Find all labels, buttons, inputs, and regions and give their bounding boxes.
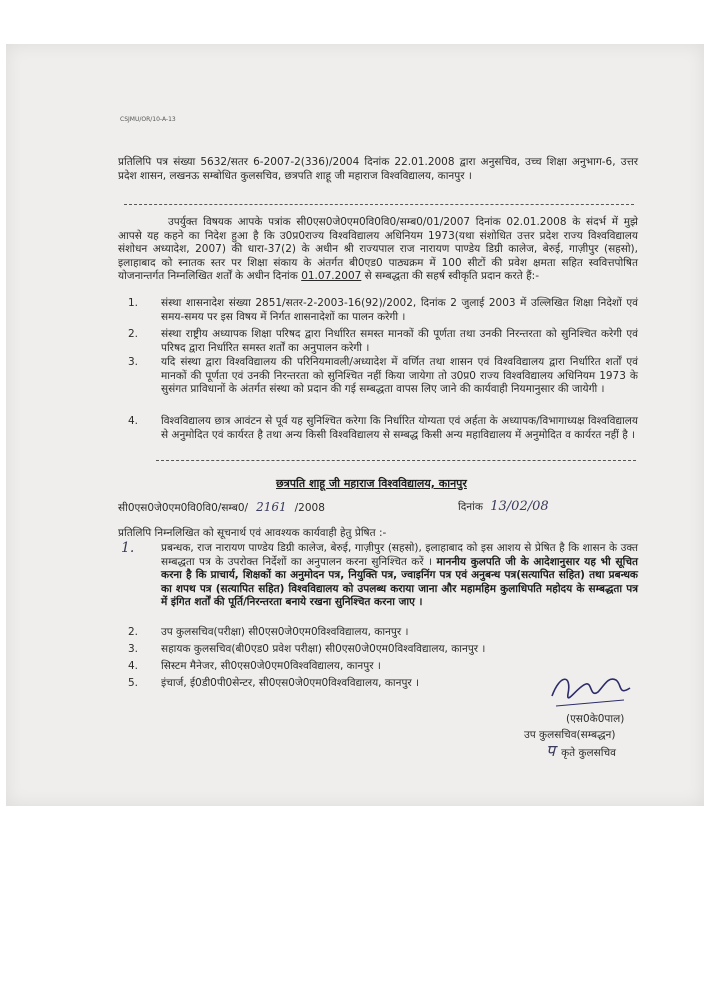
recipient-number: 1. xyxy=(121,540,135,556)
condition-number: 4. xyxy=(128,415,139,427)
condition-item: यदि संस्था द्वारा विश्वविद्यालय की परिनियमावली/अध्यादेश में वर्णित तथा शासन एवं विश्वविद्यालय द्वारा निर्धारित शर्तों एवं मानकों की पूर्णता एवं उनकी निरन्तरता को सुनिश्चित नहीं किया जायेगा तो उ0प्र0 राज्य विश्वविद्यालय अधिनियम 1973 के सुसंगत प्राविधानों के अंतर्गत संस्था को प्रदान की गई सम्बद्धता वापस लिए जाने की कार्यवाही नियमानुसार की जायेगी । xyxy=(161,356,638,396)
recipient-item: इंचार्ज, ई0डी0पी0सेन्टर, सी0एस0जे0एम0विश्वविद्यालय, कानपुर । xyxy=(161,677,420,689)
separator-rule xyxy=(124,204,634,205)
recipient-item: उप कुलसचिव(परीक्षा) सी0एस0जे0एम0विश्वविद्यालय, कानपुर । xyxy=(161,626,409,638)
condition-number: 2. xyxy=(128,328,139,340)
reference-number-line: सी0एस0जे0एम0वि0वि0/सम्ब0/ 2161 /2008 दिनांक 13/02/08 xyxy=(118,499,549,514)
recipient-number: 2. xyxy=(128,626,139,638)
recipient-number: 3. xyxy=(128,643,139,655)
condition-item: विश्वविद्यालय छात्र आवंटन से पूर्व यह सुनिश्चित करेगा कि निर्धारित योग्यता एवं अर्हता के अध्यापक/विभागाध्यक्ष विश्वविद्यालय से अनुमोदित एवं कार्यरत है तथा अन्य किसी विश्वविद्यालय से सम्बद्ध किसी अन्य महाविद्यालय में अनुमोदित व कार्यरत नहीं है । xyxy=(161,415,638,441)
document-page xyxy=(6,44,704,806)
body-paragraph: उपर्युक्त विषयक आपके पत्रांक सी0एस0जे0एम0वि0वि0/सम्ब0/01/2007 दिनांक 02.01.2008 के संदर्भ में मुझे आपसे यह कहने का निदेश हुआ है कि उ0प्र0राज्य विश्वविद्यालय अधिनियम 1973(यथा संशोधित उत्तर प्रदेश राज्य विश्वविद्यालय संशोधन अध्यादेश, 2007) की धारा-37(2) के अधीन श्री राज्यपाल राज नारायण पाण्डेय डिग्री कालेज, बेरुई, गाज़ीपुर (सहसो), इलाहाबाद को स्नातक स्तर पर शिक्षा संकाय के अंतर्गत बी0एड0 पाठ्यक्रम में 100 सीटों की प्रवेश क्षमता सहित स्ववित्तपोषित योजनान्तर्गत निम्नलिखित शर्तों के अधीन दिनांक 01.07.2007 से सम्बद्धता की सहर्ष स्वीकृति प्रदान करते हैं:- xyxy=(118,216,638,283)
effective-date: 01.07.2007 xyxy=(301,270,362,283)
signature-text xyxy=(554,690,557,691)
date-label: दिनांक xyxy=(458,501,483,513)
recipient-item: प्रबन्धक, राज नारायण पाण्डेय डिग्री कालेज, बेरुई, गाज़ीपुर (सहसो), इलाहाबाद को इस आशय से प्रेषित है कि शासन के उक्त सम्बद्धता पत्र के उपरोक्त निर्देशों का अनुपालन करना सुनिश्चित करें । माननीय कुलपति जी के आदेशानुसार यह भी सूचित करना है कि प्राचार्य, शिक्षकों का अनुमोदन पत्र, नियुक्ति पत्र, ज्वाइनिंग पत्र एवं अनुबन्ध पत्र(सत्यापित सहित) तथा प्रबन्धक का शपथ पत्र (सत्यापित सहित) विश्वविद्यालय को उपलब्ध कराया जाना और महामहिम कुलाधिपति महोदय के सम्बद्धता पत्र में इंगित शर्तों की पूर्ति/निरन्तरता बनाये रखना सुनिश्चित करना जाए । xyxy=(161,542,638,609)
signatory-for: पकृते कुलसचिव xyxy=(546,741,616,760)
condition-number: 3. xyxy=(128,356,139,368)
ref-number-handwritten: 2161 xyxy=(256,500,287,514)
condition-number: 1. xyxy=(128,297,139,309)
condition-item: संस्था शासनादेश संख्या 2851/सतर-2-2003-16(92)/2002, दिनांक 2 जुलाई 2003 में उल्लिखित शिक्षा निदेशों एवं समय-समय पर इस विषय में निर्गत शासनादेशों का पालन करेगी । xyxy=(161,297,638,323)
header-reference: CSJMU/OR/10-A-13 xyxy=(120,116,176,123)
copy-line: प्रतिलिपि पत्र संख्या 5632/सतर 6-2007-2(336)/2004 दिनांक 22.01.2008 द्वारा अनुसचिव, उच्च शिक्षा अनुभाग-6, उत्तर प्रदेश शासन, लखनऊ सम्बोधित कुलसचिव, छत्रपति शाहू जी महाराज विश्वविद्यालय, कानपुर । xyxy=(118,156,638,182)
university-title: छत्रपति शाहू जी महाराज विश्वविद्यालय, कानपुर xyxy=(276,477,467,490)
separator-rule xyxy=(156,460,636,461)
recipient-item: सहायक कुलसचिव(बी0एड0 प्रवेश परीक्षा) सी0एस0जे0एम0विश्वविद्यालय, कानपुर । xyxy=(161,643,486,655)
signatory-name: (एस0के0पाल) xyxy=(566,713,625,725)
date-handwritten: 13/02/08 xyxy=(490,499,549,514)
recipient-number: 4. xyxy=(128,660,139,672)
recipient-number: 5. xyxy=(128,677,139,689)
signatory-title: उप कुलसचिव(सम्बद्धन) xyxy=(524,729,616,741)
signature-mark xyxy=(546,666,636,712)
copy-intro: प्रतिलिपि निम्नलिखित को सूचनार्थ एवं आवश्यक कार्यवाही हेतु प्रेषित :- xyxy=(118,527,387,539)
condition-item: संस्था राष्ट्रीय अध्यापक शिक्षा परिषद द्वारा निर्धारित समस्त मानकों की पूर्णता तथा उनकी निरन्तरता को सुनिश्चित करेगी एवं परिषद द्वारा निर्धारित समस्त शर्तों का अनुपालन करेगी । xyxy=(161,328,638,354)
recipient-item: सिस्टम मैनेजर, सी0एस0जे0एम0विश्वविद्यालय, कानपुर । xyxy=(161,660,381,672)
